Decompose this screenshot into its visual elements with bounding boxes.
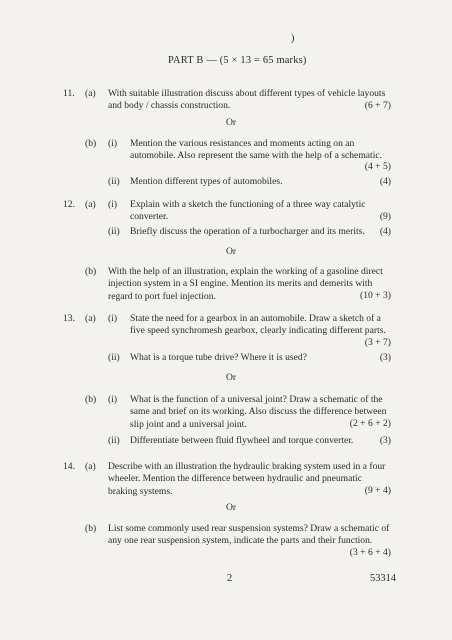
q13b-i-label: (i) bbox=[108, 394, 118, 405]
q11b-label: (b) bbox=[85, 138, 97, 149]
q14a-text bbox=[108, 461, 392, 498]
q14b-marks: (3 + 6 + 4) bbox=[349, 547, 391, 558]
q12b-line-1: With the help of an illustration, explain the working of a gasoline direct bbox=[108, 266, 383, 277]
q12a-label: (a) bbox=[85, 199, 96, 210]
q14b-label: (b) bbox=[85, 523, 97, 534]
part-title: PART B — (5 × 13 = 65 marks) bbox=[168, 55, 307, 66]
q12a-i-line-1: Explain with a sketch the functioning of a three way catalytic bbox=[130, 199, 366, 210]
q14-number: 14. bbox=[63, 461, 75, 472]
q11a-text bbox=[108, 88, 390, 113]
q12-or: Or bbox=[226, 246, 237, 257]
q14a-label: (a) bbox=[85, 461, 96, 472]
q11b-i-line-2: automobile. Also represent the same with the help of a schematic. bbox=[130, 150, 383, 162]
q12b-line-2: injection system in a SI engine. Mention its merits and demerits with bbox=[108, 278, 373, 290]
q13a-i-text bbox=[130, 313, 392, 338]
q11b-ii-marks: (4) bbox=[379, 176, 391, 187]
q11a-line-2: and body / chassis construction. bbox=[108, 100, 231, 112]
q14b-text bbox=[108, 523, 392, 548]
q12a-i-label: (i) bbox=[108, 199, 118, 210]
q12a-i-text bbox=[130, 199, 392, 224]
q13b-i-line-1: What is the function of a universal joint? Draw a schematic of the bbox=[130, 394, 383, 405]
q13-or: Or bbox=[226, 372, 237, 383]
q13-number: 13. bbox=[63, 313, 75, 324]
q13a-i-line-1: State the need for a gearbox in an automobile. Draw a sketch of a bbox=[130, 313, 381, 324]
q12a-ii-marks: (4) bbox=[379, 226, 391, 237]
q14a-line-3: braking systems. bbox=[108, 485, 173, 497]
q13b-ii-text: Differentiate between fluid flywheel and torque converter. bbox=[130, 435, 354, 446]
top-mark: ) bbox=[291, 33, 295, 44]
page-number: 2 bbox=[227, 573, 233, 584]
q13b-i-line-3: slip joint and a universal joint. bbox=[130, 418, 247, 430]
q12a-ii-text: Briefly discuss the operation of a turbocharger and its merits. bbox=[130, 226, 365, 237]
q12a-ii-label: (ii) bbox=[108, 226, 120, 237]
q13b-label: (b) bbox=[85, 394, 97, 405]
q13a-i-line-2: five speed synchromesh gearbox, clearly indicating different parts. bbox=[130, 325, 386, 337]
q12b-line-3: regard to port fuel injection. bbox=[108, 290, 216, 302]
q12b-label: (b) bbox=[85, 266, 97, 277]
q11b-i-line-1: Mention the various resistances and moments acting on an bbox=[130, 138, 355, 149]
q13b-i-marks: (2 + 6 + 2) bbox=[349, 418, 391, 429]
q12-number: 12. bbox=[63, 199, 75, 210]
q11b-i-marks: (4 + 5) bbox=[364, 161, 391, 172]
q11-or: Or bbox=[226, 117, 237, 128]
q12a-i-marks: (9) bbox=[379, 211, 391, 222]
q13a-ii-marks: (3) bbox=[379, 352, 391, 363]
q13a-i-label: (i) bbox=[108, 313, 118, 324]
q11a-marks: (6 + 7) bbox=[364, 100, 391, 111]
q13a-label: (a) bbox=[85, 313, 96, 324]
q12b-text bbox=[108, 266, 392, 303]
q14a-line-2: wheeler. Mention the difference between hydraulic and pneumatic bbox=[108, 473, 362, 485]
q11a-line-1: With suitable illustration discuss about different types of vehicle layouts bbox=[108, 88, 386, 99]
q14b-line-2: any one rear suspension system, indicate the parts and their function. bbox=[108, 535, 373, 547]
q11b-i-label: (i) bbox=[108, 138, 118, 149]
q12a-i-line-2: converter. bbox=[130, 211, 169, 223]
q11b-i-text bbox=[130, 138, 392, 163]
q13b-ii-label: (ii) bbox=[108, 435, 120, 446]
q13a-ii-text: What is a torque tube drive? Where it is used? bbox=[130, 352, 307, 363]
q14a-line-1: Describe with an illustration the hydraulic braking system used in a four bbox=[108, 461, 386, 472]
q14a-marks: (9 + 4) bbox=[364, 485, 391, 496]
q13b-ii-marks: (3) bbox=[379, 435, 391, 446]
q11a-label: (a) bbox=[85, 88, 96, 99]
q11b-ii-text: Mention different types of automobiles. bbox=[130, 176, 283, 187]
q14-or: Or bbox=[226, 502, 237, 513]
q13b-i-line-2: same and brief on its working. Also discuss the difference between bbox=[130, 406, 387, 418]
q14b-line-1: List some commonly used rear suspension systems? Draw a schematic of bbox=[108, 523, 390, 534]
q13a-ii-label: (ii) bbox=[108, 352, 120, 363]
q11b-ii-label: (ii) bbox=[108, 176, 120, 187]
paper-code: 53314 bbox=[370, 573, 396, 584]
q13a-i-marks: (3 + 7) bbox=[364, 337, 391, 348]
q11-number: 11. bbox=[63, 88, 75, 99]
q12b-marks: (10 + 3) bbox=[360, 290, 391, 301]
